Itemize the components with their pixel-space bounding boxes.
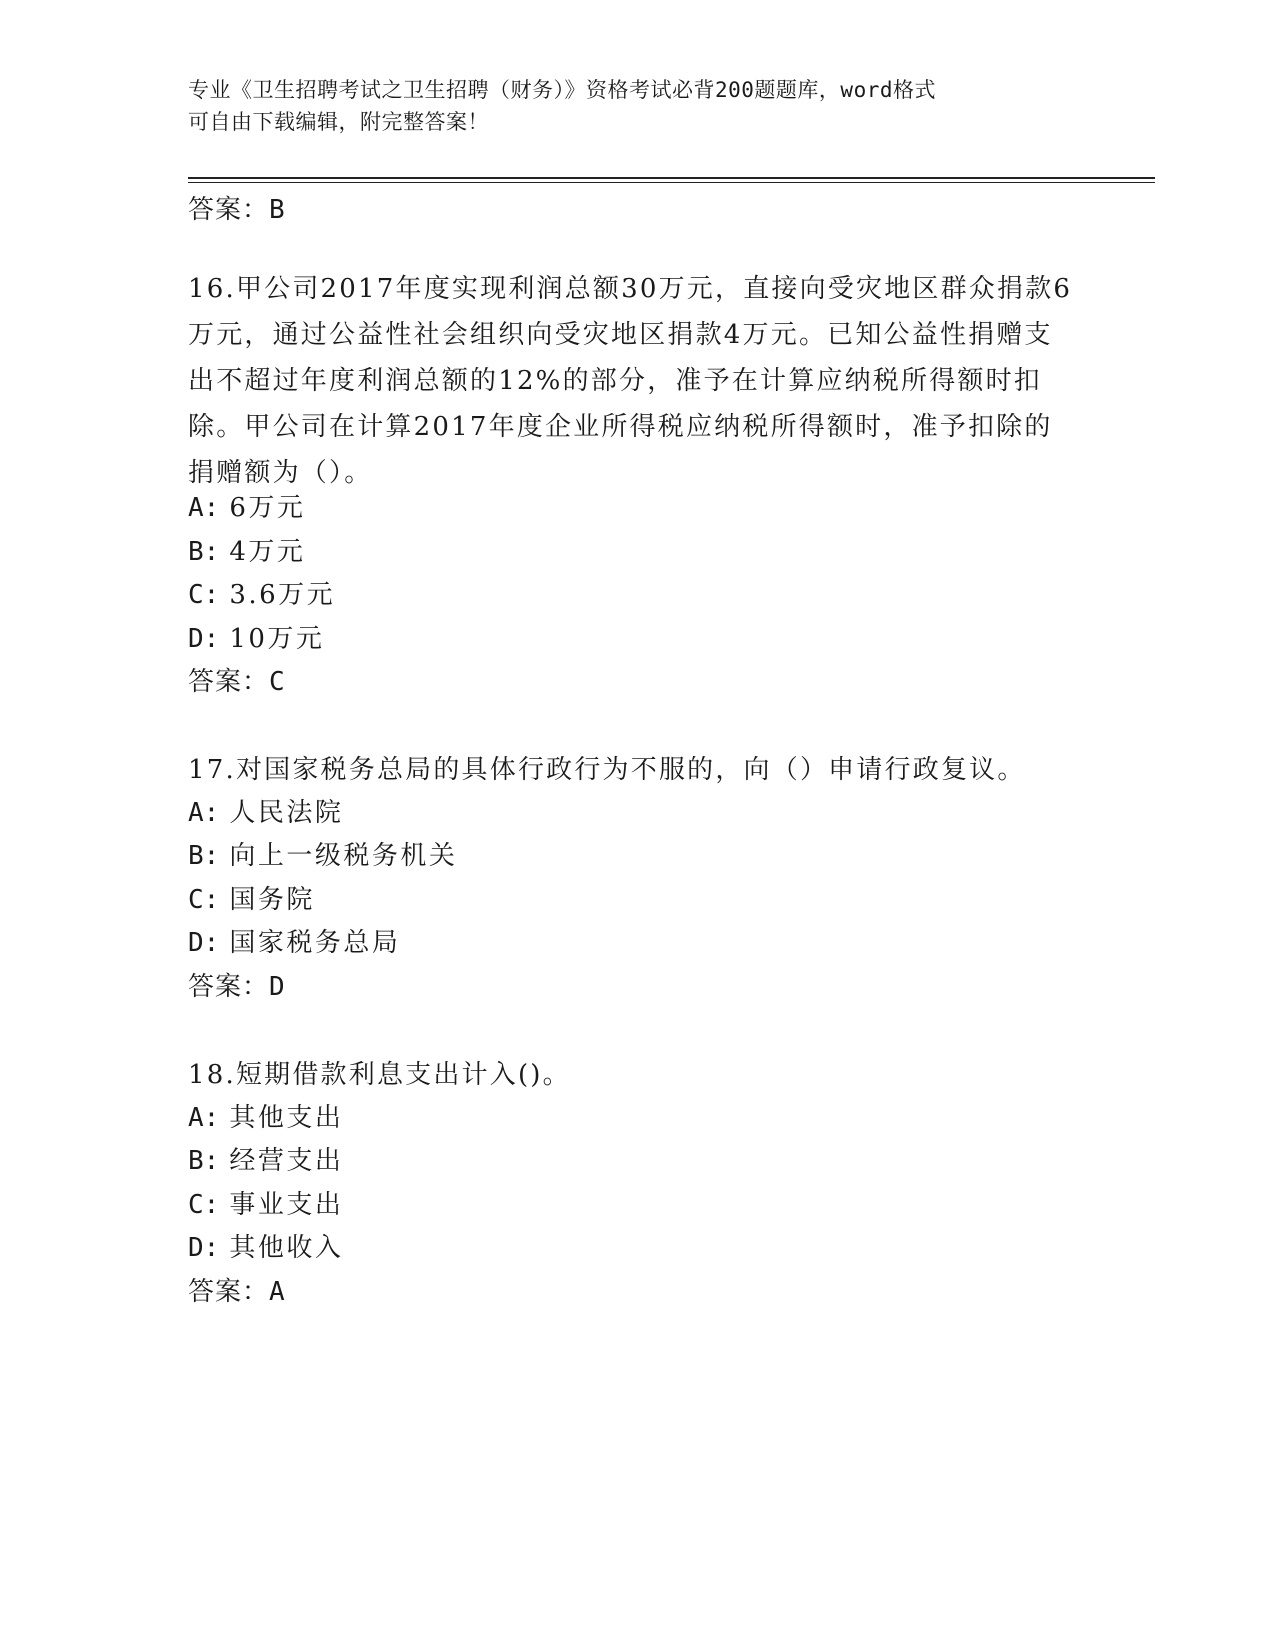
option-text: 4万元 <box>229 537 306 567</box>
option-text: 其他收入 <box>229 1233 344 1263</box>
q17-option-a <box>188 795 343 831</box>
answer-value: A <box>269 1277 286 1307</box>
q18-option-a <box>188 1100 343 1136</box>
option-key: C: <box>188 885 220 915</box>
option-key: D: <box>188 624 220 654</box>
answer-label: 答案： <box>188 667 270 697</box>
question-17: 17.对国家税务总局的具体行政行为不服的，向（）申请行政复议。 <box>188 755 1026 785</box>
option-text: 经营支出 <box>229 1146 344 1176</box>
option-text: 国家税务总局 <box>229 928 401 958</box>
header-line-1: 专业《卫生招聘考试之卫生招聘（财务）》资格考试必背200题题库，word格式 <box>188 78 936 102</box>
option-text: 国务院 <box>229 885 315 915</box>
header-line-2: 可自由下载编辑，附完整答案！ <box>188 110 489 134</box>
answer-value: C <box>269 667 286 697</box>
option-key: B: <box>188 537 220 567</box>
q17-option-c <box>188 882 315 918</box>
option-text: 其他支出 <box>229 1103 344 1133</box>
header-divider-thick <box>188 177 1155 179</box>
q16-option-a <box>188 490 305 526</box>
q16-option-c <box>188 577 335 613</box>
option-text: 6万元 <box>229 493 306 523</box>
option-text: 3.6万元 <box>229 580 336 610</box>
answer-label: 答案： <box>188 972 270 1002</box>
q16-option-d <box>188 621 324 657</box>
q16-option-b <box>188 534 305 570</box>
answer-value: B <box>269 195 286 225</box>
q18-option-b <box>188 1143 343 1179</box>
answer-value: D <box>269 972 286 1002</box>
page-header <box>188 74 1068 138</box>
option-key: A: <box>188 1103 220 1133</box>
option-key: D: <box>188 1233 220 1263</box>
header-divider-thin <box>188 182 1155 183</box>
q17-option-d <box>188 925 400 961</box>
option-text: 人民法院 <box>229 798 344 828</box>
answer-q16 <box>188 664 286 700</box>
answer-q17 <box>188 969 286 1005</box>
q18-option-c <box>188 1187 343 1223</box>
q18-option-d <box>188 1230 343 1266</box>
option-key: C: <box>188 1190 220 1220</box>
answer-label: 答案： <box>188 195 270 225</box>
option-key: A: <box>188 798 220 828</box>
option-text: 10万元 <box>229 624 325 654</box>
option-text: 向上一级税务机关 <box>229 841 458 871</box>
answer-q18 <box>188 1274 286 1310</box>
question-18: 18.短期借款利息支出计入()。 <box>188 1060 571 1090</box>
option-key: B: <box>188 841 220 871</box>
answer-label: 答案： <box>188 1277 270 1307</box>
option-key: A: <box>188 493 220 523</box>
option-key: D: <box>188 928 220 958</box>
q17-option-b <box>188 838 457 874</box>
question-16: 16.甲公司2017年度实现利润总额30万元，直接向受灾地区群众捐款6万元，通过公益性社会组织向受灾地区捐款4万元。已知公益性捐赠支出不超过年度利润总额的12%的部分，准予在计算应纳税所得额时扣除。甲公司在计算2017年度企业所得税应纳税所得额时，准予扣除的捐赠额为（）。 <box>188 274 1073 488</box>
answer-q15 <box>188 192 286 228</box>
option-key: C: <box>188 580 220 610</box>
option-key: B: <box>188 1146 220 1176</box>
option-text: 事业支出 <box>229 1190 344 1220</box>
